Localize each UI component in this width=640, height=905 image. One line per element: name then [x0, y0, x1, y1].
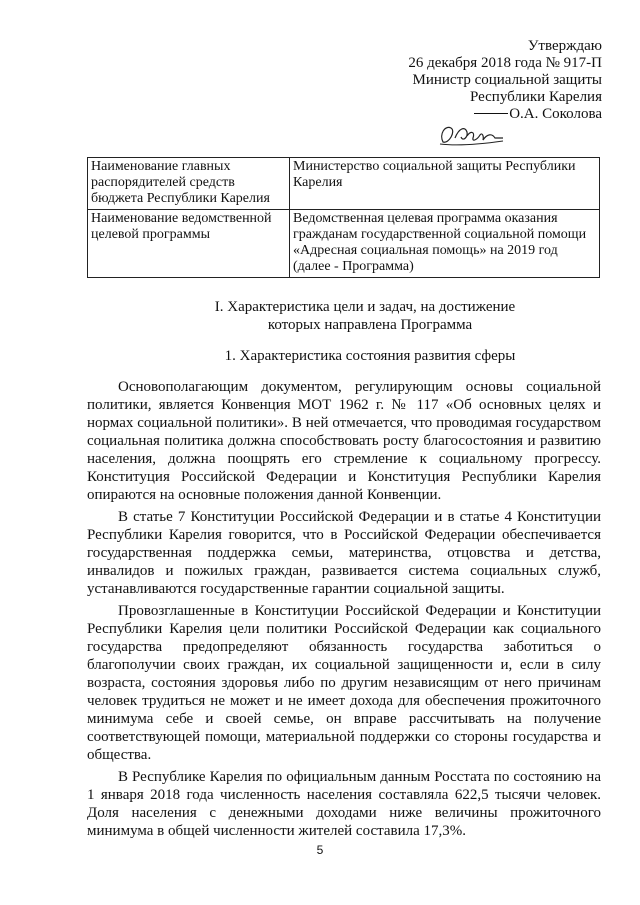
- table-cell-label: Наименование ведомственной целевой программы: [88, 210, 290, 278]
- signature-underline: [474, 113, 508, 114]
- section-subtitle: 1. Характеристика состояния развития сферы: [224, 348, 516, 364]
- paragraph: В Республике Карелия по официальным данным Росстата по состоянию на 1 января 2018 года численность населения составляла 622,5 тысячи человек. Доля населения с денежными доходами ниже величины прожиточного минимума в общей численности жителей составила 17,3%.: [87, 769, 601, 839]
- table-row: [88, 210, 600, 278]
- program-info-table: [87, 157, 600, 278]
- approval-signer: О.А. Соколова: [509, 106, 602, 122]
- table-cell-value: Ведомственная целевая программа оказания гражданам государственной социальной помощи «Адресная социальная помощь» на 2019 год (далее - Программа): [290, 210, 600, 278]
- approval-region: Республики Карелия: [469, 89, 602, 105]
- paragraph: В статье 7 Конституции Российской Федерации и в статье 4 Конституции Республики Карелия говорится, что в Российской Федерации обеспечивается государственная поддержка семьи, материнства, отцовства и детства, инвалидов и пожилых граждан, развивается система социальных служб, устанавливаются государственные гарантии социальной защиты.: [87, 509, 601, 597]
- table-cell-value: Министерство социальной защиты Республики Карелия: [290, 158, 600, 210]
- paragraph: Основополагающим документом, регулирующим основы социальной политики, является Конвенция МОТ 1962 г. № 117 «Об основных целях и нормах социальной политики». В ней отмечается, что проводимая государством социальная политика должна способствовать росту благосостояния и развитию населения, должна поощрять его стремление к социальному прогрессу. Конституция Российской Федерации и Конституция Республики Карелия опираются на основные положения данной Конвенции.: [87, 379, 601, 503]
- section-title-line2: которых направлена Программа: [267, 317, 473, 333]
- approval-position: Министр социальной защиты: [412, 72, 602, 88]
- table-cell-label: Наименование главных распорядителей средств бюджета Республики Карелия: [88, 158, 290, 210]
- approval-block: [408, 38, 602, 123]
- handwritten-signature: [437, 120, 507, 150]
- page-number: 5: [316, 843, 324, 857]
- body-text: [87, 378, 601, 844]
- section-title: [0, 298, 640, 334]
- approval-title: Утверждаю: [527, 38, 602, 54]
- section-title-line1: I. Характеристика цели и задач, на достижение: [214, 299, 516, 315]
- paragraph: Провозглашенные в Конституции Российской Федерации и Конституции Республики Карелия цели политики Российской Федерации как социального государства предопределяют обязанность государства заботиться о благополучии своих граждан, их социальной защищенности и, если в силу возраста, состояния здоровья либо по другим независящим от него причинам человек трудиться не может и не имеет дохода для обеспечения прожиточного минимума себе и своей семье, он вправе рассчитывать на получение соответствующей помощи, материальной поддержки со стороны государства и общества.: [87, 603, 601, 763]
- table-row: [88, 158, 600, 210]
- approval-date: 26 декабря 2018 года № 917-П: [408, 55, 602, 71]
